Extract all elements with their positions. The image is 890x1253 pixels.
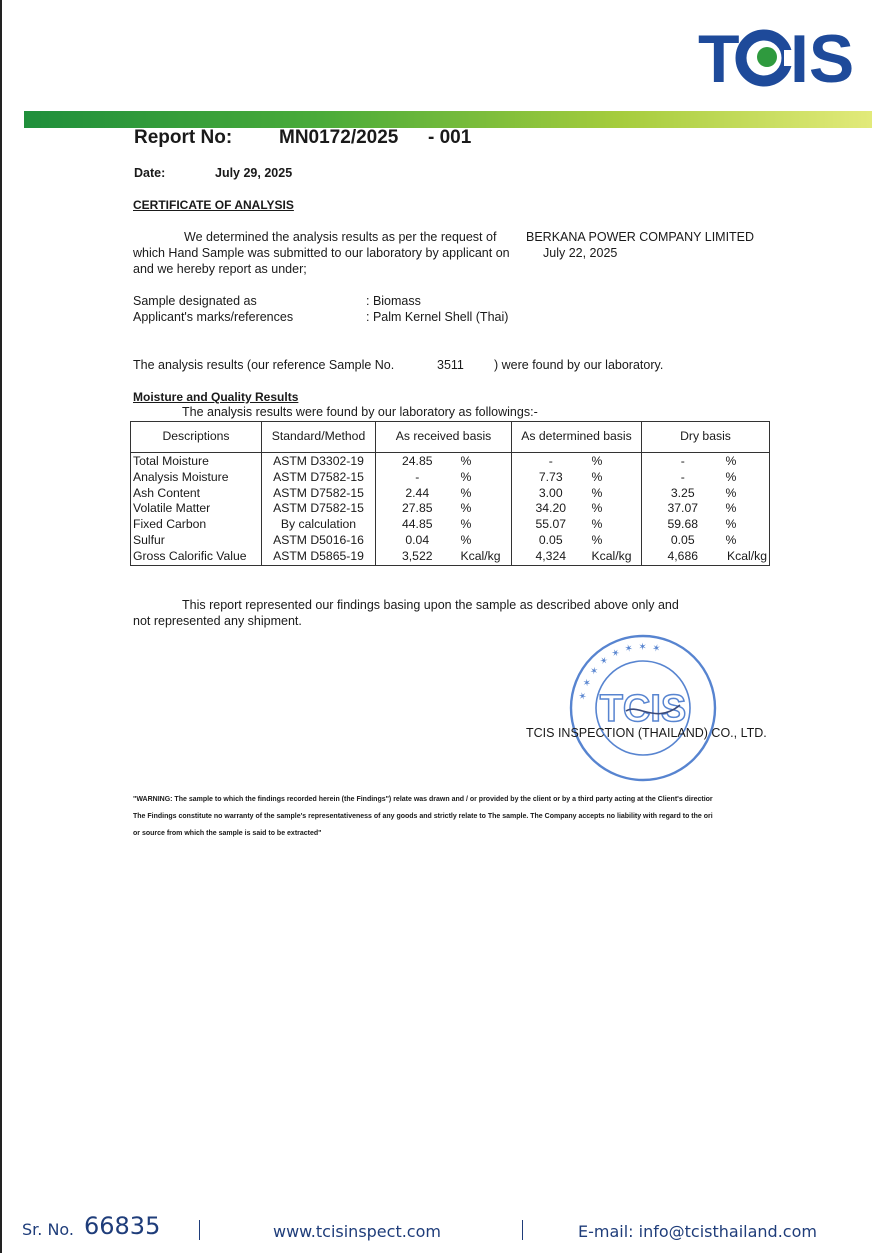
row-as-received-unit: % <box>460 517 472 532</box>
row-dry-basis-unit: % <box>724 486 770 502</box>
row-as-received-value: - <box>376 470 459 486</box>
serial-number: 66835 <box>84 1212 161 1240</box>
header-color-bar <box>24 111 872 128</box>
row-as-determined-value: 55.07 <box>512 517 590 533</box>
table-row <box>131 533 770 549</box>
row-description: Gross Calorific Value <box>131 549 262 565</box>
row-as-determined-value: 3.00 <box>512 486 590 502</box>
row-as-received-value: 27.85 <box>376 501 459 517</box>
date-label: Date: <box>134 166 166 180</box>
signatory-company: TCIS INSPECTION (THAILAND) CO., LTD. <box>526 726 767 740</box>
svg-text:✶ ✶ ✶ ✶ ✶ ✶ ✶ ✶: ✶ ✶ ✶ ✶ ✶ ✶ ✶ ✶ <box>577 641 663 702</box>
row-description: Volatile Matter <box>131 501 262 517</box>
row-description: Total Moisture <box>131 453 262 470</box>
row-as-received-unit: % <box>460 469 472 484</box>
row-description: Sulfur <box>131 533 262 549</box>
row-as-determined-value: 4,324 <box>512 549 590 565</box>
row-description: Ash Content <box>131 486 262 502</box>
certificate-title: CERTIFICATE OF ANALYSIS <box>133 198 294 212</box>
closing-line-2: not represented any shipment. <box>133 614 302 628</box>
marks-label: Applicant's marks/references <box>133 310 294 324</box>
reference-suffix: ) were found by our laboratory. <box>494 358 664 372</box>
row-as-determined-value: 0.05 <box>512 533 590 549</box>
results-subtitle: The analysis results were found by our laboratory as followings:- <box>182 405 538 419</box>
row-dry-basis-unit: % <box>724 517 770 533</box>
row-dry-basis-value: 3.25 <box>642 486 724 502</box>
reference-number: 3511 <box>437 358 464 372</box>
row-as-received-value: 0.04 <box>376 533 459 549</box>
row-as-determined-unit: % <box>591 469 603 484</box>
row-dry-basis-unit: Kcal/kg <box>724 549 770 565</box>
footer-divider <box>199 1220 200 1240</box>
row-as-received-unit: Kcal/kg <box>459 549 512 565</box>
row-as-received-value: 44.85 <box>376 517 459 533</box>
intro-line-1: We determined the analysis results as per the request of <box>184 230 497 244</box>
row-description: Analysis Moisture <box>131 470 262 486</box>
row-dry-basis-value: - <box>642 470 724 486</box>
intro-line-3: and we hereby report as under; <box>133 262 307 276</box>
table-row <box>131 453 770 470</box>
row-as-determined-value: 34.20 <box>512 501 590 517</box>
intro-line-2: which Hand Sample was submitted to our laboratory by applicant on <box>133 246 510 260</box>
results-table-wrap <box>130 421 770 566</box>
header-as-determined: As determined basis <box>512 422 642 453</box>
results-section-title: Moisture and Quality Results <box>133 390 299 404</box>
tcis-logo <box>698 21 855 97</box>
results-table <box>130 421 770 566</box>
row-as-determined-unit: % <box>591 454 603 468</box>
table-row <box>131 517 770 533</box>
submission-date: July 22, 2025 <box>543 246 618 260</box>
row-as-determined-value: 7.73 <box>512 470 590 486</box>
closing-line-1: This report represented our findings basing upon the sample as described above only and <box>182 598 679 612</box>
row-dry-basis-value: 59.68 <box>642 517 724 533</box>
row-as-received-unit: % <box>460 454 472 468</box>
row-as-received-value: 2.44 <box>376 486 459 502</box>
table-row <box>131 501 770 517</box>
row-method: ASTM D7582-15 <box>262 501 376 517</box>
table-row <box>131 470 770 486</box>
row-as-determined-unit: % <box>591 485 603 500</box>
row-as-received-unit: % <box>460 501 472 516</box>
row-method: ASTM D5016-16 <box>262 533 376 549</box>
row-as-received-unit: % <box>460 532 472 547</box>
report-suffix: - 001 <box>428 127 472 148</box>
serial-label: Sr. No. <box>22 1220 74 1239</box>
results-table-body <box>131 453 770 566</box>
footer-website-link[interactable]: www.tcisinspect.com <box>273 1222 441 1241</box>
footer-email-link[interactable]: E-mail: info@tcisthailand.com <box>578 1222 817 1241</box>
row-dry-basis-unit: % <box>724 470 770 486</box>
footer-divider <box>522 1220 523 1240</box>
row-as-determined-unit: Kcal/kg <box>590 549 642 565</box>
warning-line-3: or source from which the sample is said to be extracted" <box>133 830 322 837</box>
table-header-row <box>131 422 770 453</box>
warning-line-1: "WARNING: The sample to which the findings recorded herein (the Findings") relate was drawn and / or provided by the client or by a third party acting at the Client's directior <box>133 796 713 803</box>
svg-text:IS: IS <box>790 21 855 97</box>
row-method: ASTM D3302-19 <box>262 453 376 470</box>
row-method: ASTM D7582-15 <box>262 470 376 486</box>
svg-text:T: T <box>698 21 737 97</box>
header-as-received: As received basis <box>376 422 512 453</box>
header-standard-method: Standard/Method <box>262 422 376 453</box>
row-dry-basis-value: 0.05 <box>642 533 724 549</box>
row-dry-basis-value: 37.07 <box>642 501 724 517</box>
header-dry-basis: Dry basis <box>642 422 770 453</box>
company-seal-stamp <box>568 633 718 783</box>
table-row <box>131 549 770 565</box>
row-dry-basis-value: - <box>642 453 724 470</box>
row-dry-basis-unit: % <box>724 501 770 517</box>
row-as-determined-unit: % <box>591 517 603 532</box>
page-edge <box>0 0 2 1253</box>
client-name: BERKANA POWER COMPANY LIMITED <box>526 230 755 244</box>
row-method: ASTM D7582-15 <box>262 486 376 502</box>
warning-line-2: The Findings constitute no warranty of the sample's representativeness of any goods and strictly relate to The sample. The Company accepts no liability with regard to the ori <box>133 813 713 820</box>
sample-designated-label: Sample designated as <box>133 294 257 308</box>
row-dry-basis-unit: % <box>724 533 770 549</box>
marks-value: : Palm Kernel Shell (Thai) <box>366 310 509 324</box>
sample-designated-value: : Biomass <box>366 294 421 308</box>
row-as-received-value: 24.85 <box>376 453 459 470</box>
row-as-determined-value: - <box>512 453 590 470</box>
date-value: July 29, 2025 <box>215 166 293 180</box>
row-dry-basis-unit: % <box>724 453 770 470</box>
row-as-received-value: 3,522 <box>376 549 459 565</box>
row-as-determined-unit: % <box>591 501 603 516</box>
row-as-determined-unit: % <box>591 532 603 547</box>
svg-text:TCIS: TCIS <box>599 688 687 730</box>
reference-prefix: The analysis results (our reference Sample No. <box>133 358 395 372</box>
header-descriptions: Descriptions <box>131 422 262 453</box>
table-row <box>131 486 770 502</box>
row-dry-basis-value: 4,686 <box>642 549 724 565</box>
row-description: Fixed Carbon <box>131 517 262 533</box>
row-method: ASTM D5865-19 <box>262 549 376 565</box>
row-method: By calculation <box>262 517 376 533</box>
row-as-received-unit: % <box>460 485 472 500</box>
report-number: MN0172/2025 <box>279 127 399 148</box>
report-number-label: Report No: <box>134 127 233 148</box>
